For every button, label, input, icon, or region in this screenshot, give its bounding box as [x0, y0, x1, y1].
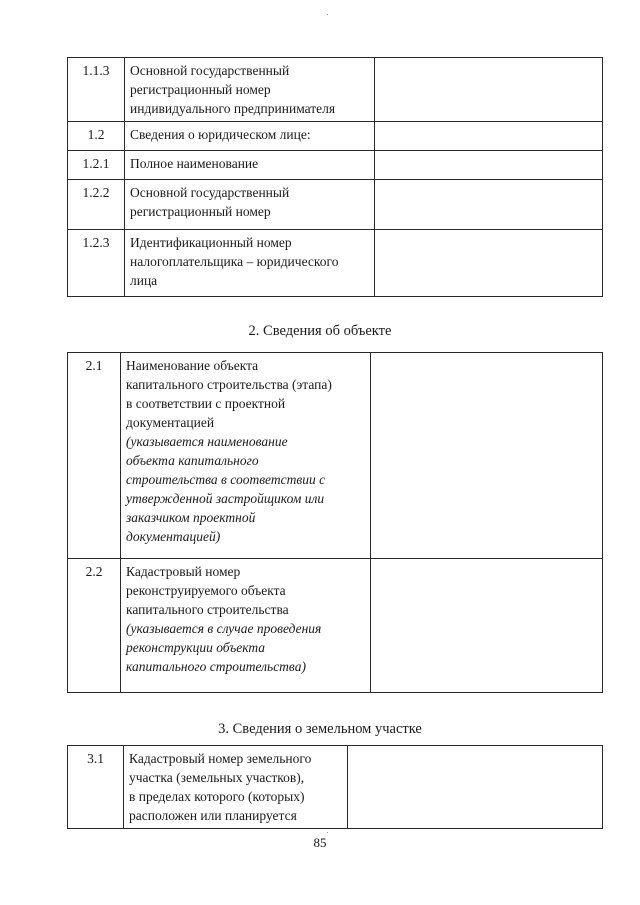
description-line: Основной государственный [130, 63, 290, 78]
description-line: регистрационный номер [130, 82, 271, 97]
table-row [68, 122, 603, 151]
hint-line: объекта капитального [126, 453, 259, 468]
row-value-cell [375, 180, 603, 230]
row-value-cell [375, 230, 603, 297]
row-number: 2.2 [68, 559, 121, 693]
description-line: участка (земельных участков), [129, 770, 305, 785]
table-row [68, 151, 603, 180]
row-number: 1.2.1 [68, 151, 125, 180]
description-line: документацией [126, 415, 215, 430]
scan-speck [327, 832, 328, 833]
row-value-cell [375, 58, 603, 122]
description-line: в соответствии с проектной [126, 396, 286, 411]
description-line: налогоплательщика – юридического [130, 254, 339, 269]
description-line: Идентификационный номер [130, 235, 292, 250]
table-row [68, 58, 603, 122]
section-title-land-plot: 3. Сведения о земельном участке [218, 721, 422, 737]
table-row [68, 559, 603, 693]
row-description [125, 151, 375, 180]
hint-line: заказчиком проектной [126, 510, 256, 525]
row-value-cell [375, 122, 603, 151]
table-row [68, 230, 603, 297]
row-number: 2.1 [68, 353, 121, 559]
hint-line: (указывается наименование [126, 434, 288, 449]
land-plot-info-table [67, 745, 603, 829]
row-description [121, 559, 371, 693]
hint-line: документацией) [126, 529, 221, 544]
hint-line: реконструкции объекта [126, 640, 266, 655]
description-line: реконструируемого объекта [126, 583, 286, 598]
table-row [68, 746, 603, 829]
description-line: лица [130, 273, 158, 288]
row-description [121, 353, 371, 559]
row-description [125, 58, 375, 122]
row-description [125, 180, 375, 230]
description-line: Кадастровый номер [126, 564, 241, 579]
row-description [124, 746, 348, 829]
row-description [125, 122, 375, 151]
row-value-cell [348, 746, 603, 829]
row-description [125, 230, 375, 297]
hint-line: утвержденной застройщиком или [126, 491, 325, 506]
section-title-object: 2. Сведения об объекте [248, 323, 392, 339]
row-number: 1.2.3 [68, 230, 125, 297]
row-number: 1.1.3 [68, 58, 125, 122]
description-line: расположен или планируется [129, 808, 297, 823]
hint-line: строительства в соответствии с [126, 472, 326, 487]
hint-line: капитального строительства) [126, 659, 306, 674]
row-number: 3.1 [68, 746, 124, 829]
object-info-table [67, 352, 603, 693]
description-line: регистрационный номер [130, 204, 271, 219]
description-line: Кадастровый номер земельного [129, 751, 312, 766]
row-value-cell [375, 151, 603, 180]
description-line: в пределах которого (которых) [129, 789, 305, 804]
description-line: Наименование объекта [126, 358, 259, 373]
description-line: капитального строительства (этапа) [126, 377, 332, 392]
page-number: 85 [313, 835, 327, 850]
row-number: 1.2.2 [68, 180, 125, 230]
description-line: Основной государственный [130, 185, 290, 200]
description-line: Полное наименование [130, 156, 259, 171]
table-row [68, 353, 603, 559]
applicant-info-table [67, 57, 603, 297]
table-row [68, 180, 603, 230]
description-line: Сведения о юридическом лице: [130, 127, 311, 142]
row-value-cell [371, 559, 603, 693]
description-line: капитального строительства [126, 602, 289, 617]
description-line: индивидуального предпринимателя [130, 101, 336, 116]
hint-line: (указывается в случае проведения [126, 621, 322, 636]
scan-speck [327, 14, 328, 15]
row-value-cell [371, 353, 603, 559]
row-number: 1.2 [68, 122, 125, 151]
